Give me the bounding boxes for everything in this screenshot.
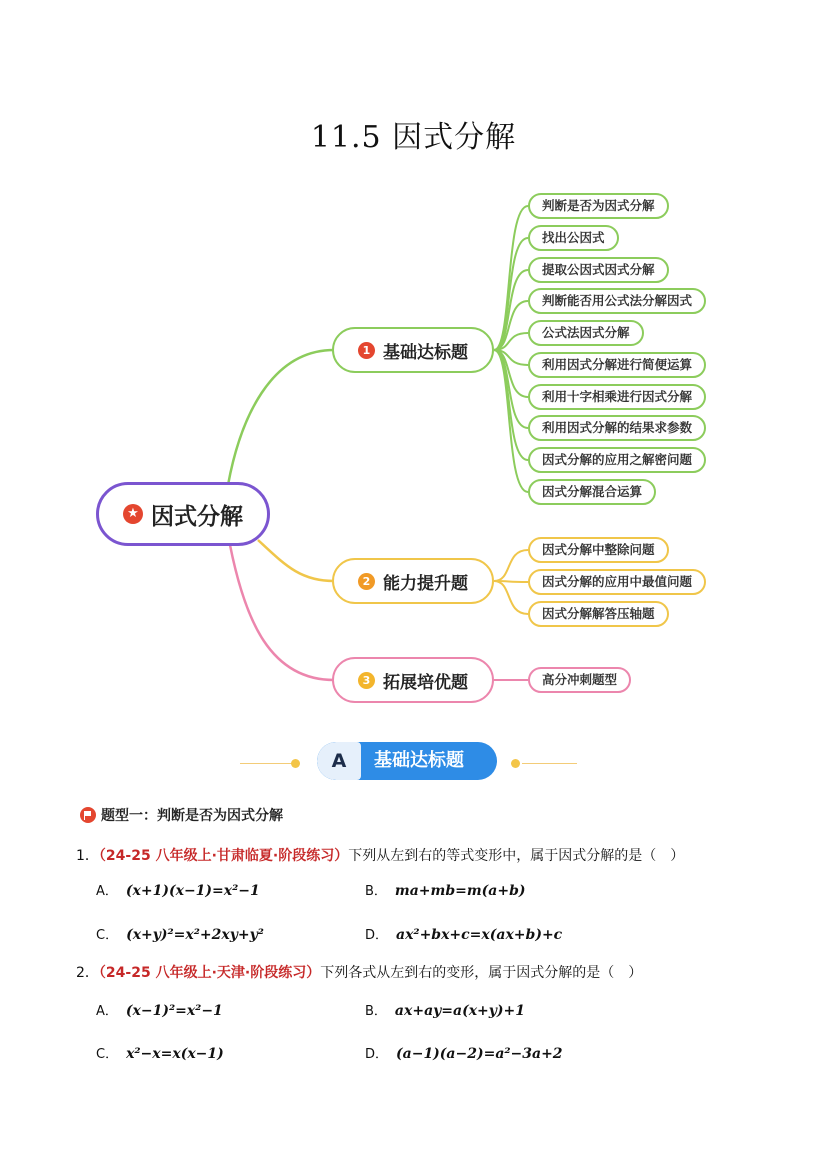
section-letter: A [317, 742, 361, 780]
mindmap-leaf: 判断能否用公式法分解因式 [528, 288, 706, 314]
category-label: 基础达标题 [383, 342, 468, 363]
option-letter: B． [365, 1004, 387, 1019]
connector-category-2-leaf-1 [494, 550, 528, 581]
question-type-label: 题型一：判断是否为因式分解 [101, 808, 283, 824]
question-1-stem [76, 845, 684, 865]
mindmap-leaf: 高分冲刺题型 [528, 667, 631, 693]
page-title: 11.5 因式分解 [310, 120, 517, 155]
option-letter: A． [96, 1004, 118, 1019]
option-expression: (x−1)²=x²−1 [125, 1003, 223, 1019]
section-pill [317, 742, 497, 780]
mindmap-category-3 [332, 657, 494, 703]
mindmap-leaf: 提取公因式因式分解 [528, 257, 669, 283]
option-expression: (x+1)(x−1)=x²−1 [125, 883, 260, 899]
mindmap-leaf: 判断是否为因式分解 [528, 193, 669, 219]
option-expression: (a−1)(a−2)=a²−3a+2 [396, 1046, 563, 1062]
mindmap-leaf: 公式法因式分解 [528, 320, 644, 346]
star-badge-icon: ★ [123, 504, 143, 524]
category-label: 拓展培优题 [383, 672, 468, 693]
option-expression: (x+y)²=x²+2xy+y² [126, 927, 264, 943]
connector-root-cat2 [258, 540, 334, 581]
mindmap-leaf: 利用因式分解进行简便运算 [528, 352, 706, 378]
mindmap-category-2 [332, 558, 494, 604]
connector-category-1-leaf-7 [494, 350, 528, 397]
question-text: 下列各式从左到右的变形，属于因式分解的是（ ） [320, 965, 643, 981]
question-text: 下列从左到右的等式变形中，属于因式分解的是（ ） [348, 848, 685, 864]
number-badge-icon: 1 [358, 342, 375, 359]
mindmap-leaf: 利用十字相乘进行因式分解 [528, 384, 706, 410]
mindmap-leaf: 找出公因式 [528, 225, 619, 251]
mindmap-leaf: 因式分解混合运算 [528, 479, 656, 505]
option-expression: ax²+bx+c=x(ax+b)+c [396, 927, 563, 943]
mindmap-root-label: 因式分解 [151, 503, 243, 530]
section-label: 基础达标题 [374, 750, 464, 771]
option-letter: C． [96, 928, 119, 943]
flag-icon [80, 807, 96, 823]
question-1-option-d [365, 924, 562, 943]
question-2-option-d [365, 1043, 563, 1062]
option-letter: D． [365, 1047, 389, 1062]
question-2-option-c [96, 1043, 224, 1062]
connector-category-2-leaf-3 [494, 581, 528, 614]
option-letter: C． [96, 1047, 119, 1062]
mindmap-root [96, 482, 270, 546]
question-2-option-b [365, 1000, 525, 1019]
question-source: （24-25 八年级上·甘肃临夏·阶段练习） [98, 848, 349, 864]
option-expression: x²−x=x(x−1) [126, 1046, 224, 1062]
option-expression: ax+ay=a(x+y)+1 [394, 1003, 526, 1019]
question-number: 1． [76, 848, 99, 864]
question-1-option-c [96, 924, 264, 943]
dot-icon [291, 759, 300, 768]
mindmap-leaf: 因式分解解答压轴题 [528, 601, 669, 627]
question-1-option-a [96, 880, 260, 899]
question-type-heading [80, 805, 283, 825]
divider [240, 763, 295, 764]
number-badge-icon: 3 [358, 672, 375, 689]
connector-category-1-leaf-4 [494, 301, 528, 350]
connector-root-cat1 [228, 350, 334, 485]
option-letter: A． [96, 884, 118, 899]
mindmap-leaf: 利用因式分解的结果求参数 [528, 415, 706, 441]
question-number: 2． [76, 965, 99, 981]
category-label: 能力提升题 [383, 573, 468, 594]
question-1-option-b [365, 880, 526, 899]
mindmap-category-1 [332, 327, 494, 373]
mindmap-leaf: 因式分解的应用之解密问题 [528, 447, 706, 473]
number-badge-icon: 2 [358, 573, 375, 590]
option-letter: B． [365, 884, 387, 899]
connector-root-cat3 [230, 545, 334, 680]
mindmap-leaf: 因式分解中整除问题 [528, 537, 669, 563]
option-expression: ma+mb=m(a+b) [394, 883, 526, 899]
mindmap-leaf: 因式分解的应用中最值问题 [528, 569, 706, 595]
section-header [0, 742, 827, 782]
question-source: （24-25 八年级上·天津·阶段练习） [98, 965, 321, 981]
dot-icon [511, 759, 520, 768]
question-2-option-a [96, 1000, 223, 1019]
divider [522, 763, 577, 764]
question-2-stem [76, 962, 642, 982]
option-letter: D． [365, 928, 389, 943]
